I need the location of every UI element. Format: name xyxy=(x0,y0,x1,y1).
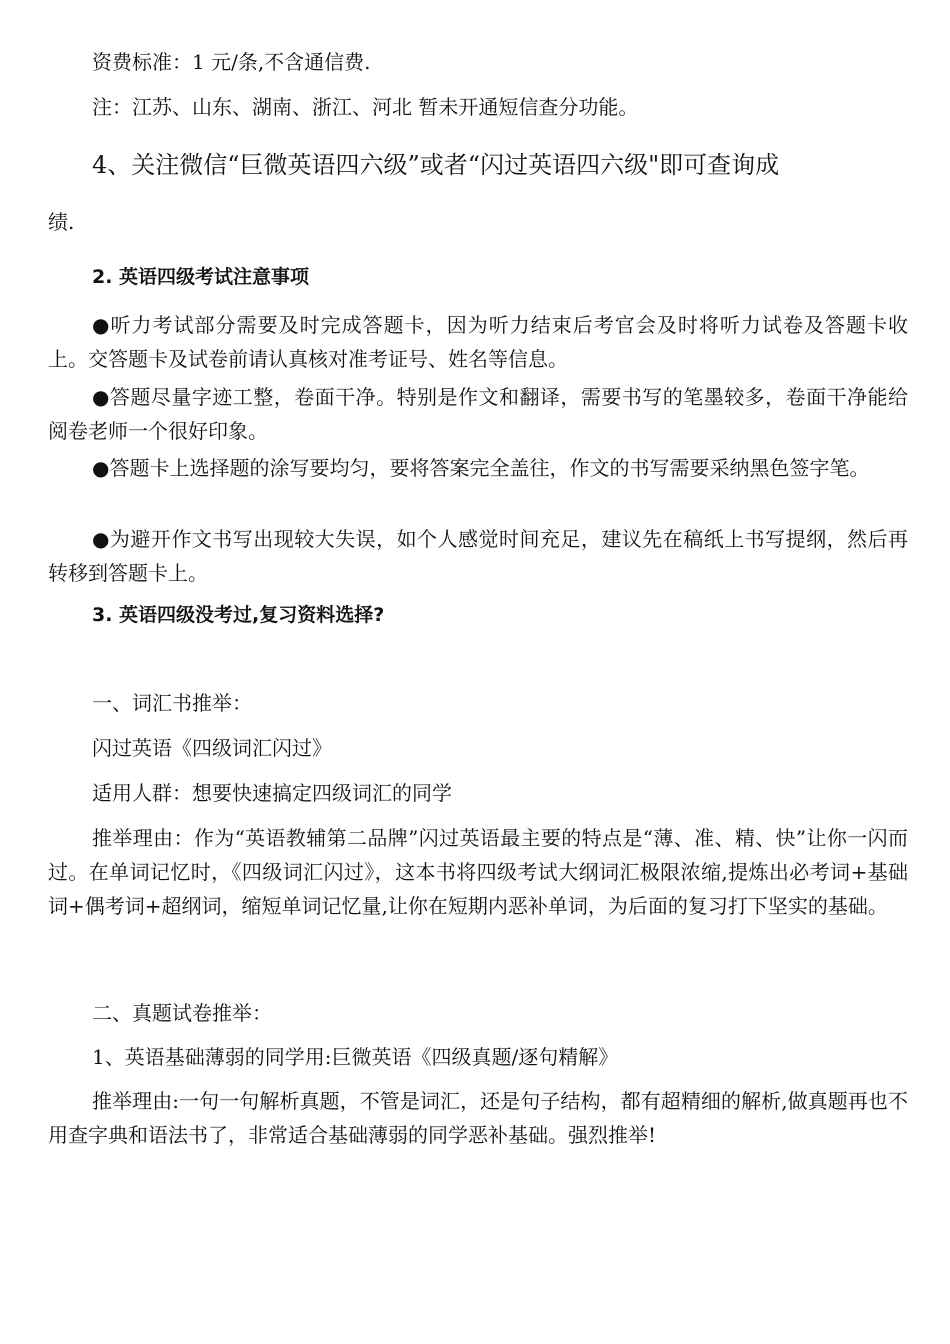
bullet-3: ●答题卡上选择题的涂写要均匀，要将答案完全盖往，作文的书写需要采纳黑色签字笔。 xyxy=(92,456,870,480)
vocab-reason: 推举理由：作为“英语教辅第二品牌”闪过英语最主要的特点是“薄、准、精、快”让你一闪而过。在单词记忆时，《四级词汇闪过》，这本书将四级考试大纲词汇极限浓缩,提炼出必考词+基础词+偶考词+超纲词，缩短单词记忆量,让你在短期内恶补单词，为后面的复习打下坚实的基础。 xyxy=(48,826,908,918)
item4-line2: 绩. xyxy=(48,210,75,234)
papers-reason: 推举理由:一句一句解析真题，不管是词汇，还是句子结构，都有超精细的解析,做真题再也不用查字典和语法书了，非常适合基础薄弱的同学恶补基础。强烈推举! xyxy=(48,1089,908,1147)
bullet-1: ●听力考试部分需要及时完成答题卡，因为听力结束后考官会及时将听力试卷及答题卡收上。交答题卡及试卷前请认真核对准考证号、姓名等信息。 xyxy=(48,313,908,371)
fee-standard-line: 资费标准：1 元/条,不含通信费. xyxy=(92,50,371,74)
bullet-4: ●为避开作文书写出现较大失误，如个人感觉时间充足，建议先在稿纸上书写提纲，然后再转移到答题卡上。 xyxy=(48,527,908,585)
bullet-2: ●答题尽量字迹工整，卷面干净。特别是作文和翻译，需要书写的笔墨较多，卷面干净能给阅卷老师一个很好印象。 xyxy=(48,385,908,443)
section2-heading: 2. 英语四级考试注意事项 xyxy=(92,266,310,288)
papers-item1: 1、英语基础薄弱的同学用:巨微英语《四级真题/逐句精解》 xyxy=(92,1045,619,1069)
section3-heading: 3. 英语四级没考过,复习资料选择? xyxy=(92,604,385,626)
vocab-title: 一、词汇书推举： xyxy=(92,691,252,715)
note-line: 注：江苏、山东、湖南、浙江、河北 暂未开通短信查分功能。 xyxy=(92,95,639,119)
vocab-audience: 适用人群：想要快速搞定四级词汇的同学 xyxy=(92,781,452,805)
papers-title: 二、真题试卷推举： xyxy=(92,1001,272,1025)
vocab-book: 闪过英语《四级词汇闪过》 xyxy=(92,736,332,760)
item4-line1: 4、关注微信“巨微英语四六级”或者“闪过英语四六级"即可查询成 xyxy=(92,151,780,179)
